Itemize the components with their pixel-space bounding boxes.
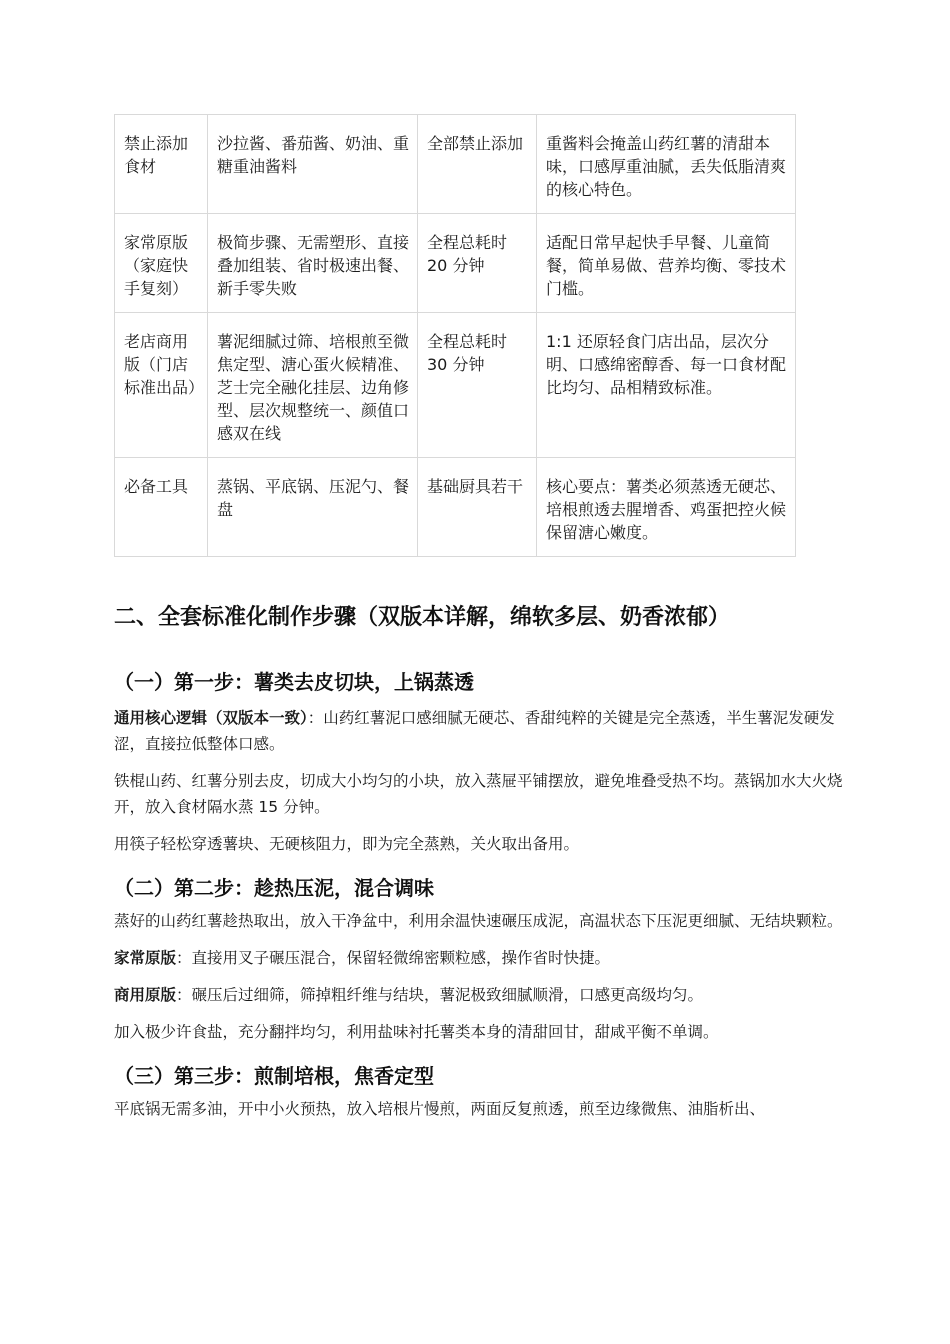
table-cell: 适配日常早起快手早餐、儿童简餐，简单易做、营养均衡、零技术门槛。 [537,214,796,313]
biz-text: ：碾压后过细筛，筛掉粗纤维与结块，薯泥极致细腻顺滑，口感更高级均匀。 [176,986,704,1004]
step2-home-paragraph [114,945,844,971]
home-label: 家常原版 [114,949,177,967]
table-cell: 全部禁止添加 [418,115,537,214]
biz-label: 商用原版 [114,986,177,1004]
step2-biz-paragraph [114,982,844,1008]
table-body [115,115,796,557]
table-cell: 禁止添加食材 [115,115,208,214]
logic-text: ：山药红薯泥口感细腻无硬芯、香甜纯粹的关键是完全蒸透，半生薯泥发硬发涩，直接拉低整体口感。 [114,709,835,753]
step2-heading: （二）第二步：趁热压泥，混合调味 [114,876,434,900]
step1-logic-paragraph [114,705,844,757]
step1-paragraph: 铁棍山药、红薯分别去皮，切成大小均匀的小块，放入蒸屉平铺摆放，避免堆叠受热不均。蒸锅加水大火烧开，放入食材隔水蒸 15 分钟。 [114,772,843,816]
recipe-info-table [114,114,796,557]
table-cell: 全程总耗时 20 分钟 [418,214,537,313]
table-cell: 全程总耗时 30 分钟 [418,313,537,458]
step3-heading: （三）第三步：煎制培根，焦香定型 [114,1064,434,1088]
table-cell: 重酱料会掩盖山药红薯的清甜本味，口感厚重油腻，丢失低脂清爽的核心特色。 [537,115,796,214]
section-heading: 二、全套标准化制作步骤（双版本详解，绵软多层、奶香浓郁） [114,605,731,630]
step1-paragraph: 用筷子轻松穿透薯块、无硬核阻力，即为完全蒸熟，关火取出备用。 [114,835,580,853]
document-body [114,598,844,1133]
table-cell: 基础厨具若干 [418,458,537,557]
logic-label: 通用核心逻辑（双版本一致） [114,709,308,727]
table-cell: 蒸锅、平底锅、压泥勺、餐盘 [208,458,418,557]
table-row [115,458,796,557]
step1-heading: （一）第一步：薯类去皮切块，上锅蒸透 [114,670,474,694]
home-text: ：直接用叉子碾压混合，保留轻微绵密颗粒感，操作省时快捷。 [176,949,611,967]
table-cell: 必备工具 [115,458,208,557]
table-row [115,313,796,458]
table-cell: 核心要点：薯类必须蒸透无硬芯、培根煎透去腥增香、鸡蛋把控火候保留溏心嫩度。 [537,458,796,557]
step2-paragraph: 加入极少许食盐，充分翻拌均匀，利用盐味衬托薯类本身的清甜回甘，甜咸平衡不单调。 [114,1023,719,1041]
step2-paragraph: 蒸好的山药红薯趁热取出，放入干净盆中，利用余温快速碾压成泥，高温状态下压泥更细腻、无结块颗粒。 [114,912,843,930]
table-cell: 1:1 还原轻食门店出品，层次分明、口感绵密醇香、每一口食材配比均匀、品相精致标准。 [537,313,796,458]
table-cell: 老店商用版（门店标准出品） [115,313,208,458]
table-row [115,214,796,313]
table-row [115,115,796,214]
table-cell: 沙拉酱、番茄酱、奶油、重糖重油酱料 [208,115,418,214]
table-cell: 薯泥细腻过筛、培根煎至微焦定型、溏心蛋火候精准、芝士完全融化挂层、边角修型、层次规整统一、颜值口感双在线 [208,313,418,458]
table-cell: 家常原版（家庭快手复刻） [115,214,208,313]
step3-paragraph: 平底锅无需多油，开中小火预热，放入培根片慢煎，两面反复煎透，煎至边缘微焦、油脂析出、 [114,1100,766,1118]
table-cell: 极简步骤、无需塑形、直接叠加组装、省时极速出餐、新手零失败 [208,214,418,313]
